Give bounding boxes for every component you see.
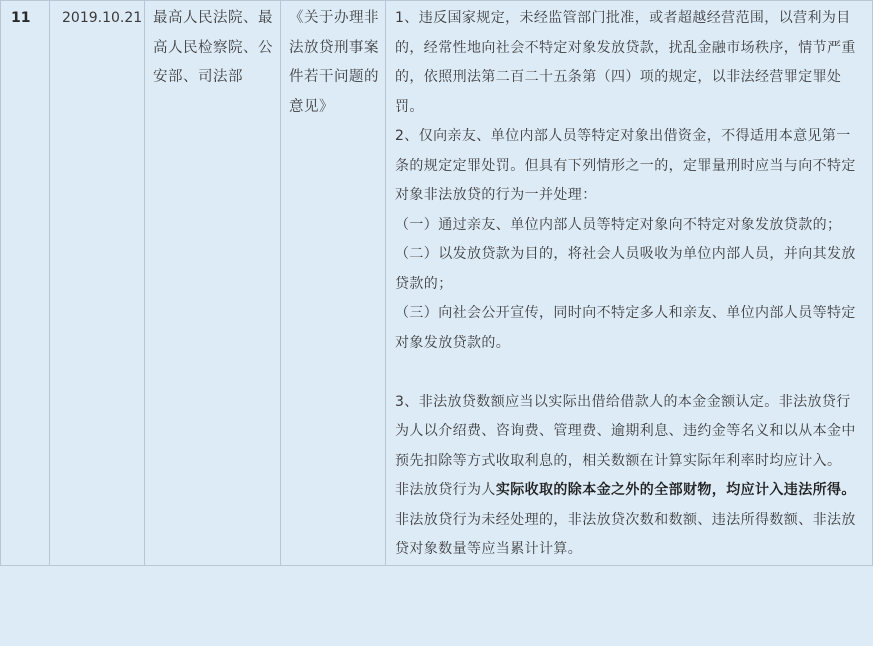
issuer-cell — [145, 1, 281, 566]
content-paragraph-4-emphasis: 实际收取的除本金之外的全部财物，均应计入违法所得。 — [495, 482, 856, 498]
row-number: 11 — [11, 10, 31, 26]
issue-date: 2019.10.21 — [62, 10, 143, 26]
spacer — [395, 358, 864, 388]
document-title: 《关于办理非法放贷刑事案件若干问题的意见》 — [289, 10, 379, 115]
content-item-2: （二）以发放贷款为目的，将社会人员吸收为单位内部人员，并向其发放贷款的； — [395, 246, 856, 292]
content-item-3: （三）向社会公开宣传，同时向不特定多人和亲友、单位内部人员等特定对象发放贷款的。 — [395, 305, 856, 351]
content-paragraph-5: 非法放贷行为未经处理的，非法放贷次数和数额、违法所得数额、非法放贷对象数量等应当累计计算。 — [395, 511, 856, 557]
table-row — [1, 1, 873, 566]
content-paragraph-3: 3、非法放贷数额应当以实际出借给借款人的本金金额认定。非法放贷行为人以介绍费、咨询费、管理费、逾期利息、违约金等名义和以从本金中预先扣除等方式收取利息的，相关数额在计算实际年利率时均应计入。 — [395, 393, 856, 469]
content-item-1: （一）通过亲友、单位内部人员等特定对象向不特定对象发放贷款的； — [395, 216, 842, 233]
content-cell — [386, 1, 873, 566]
content-paragraph-2: 2、仅向亲友、单位内部人员等特定对象出借资金，不得适用本意见第一条的规定定罪处罚。但具有下列情形之一的，定罪量刑时应当与向不特定对象非法放贷的行为一并处理： — [395, 128, 856, 203]
row-number-cell — [1, 1, 50, 566]
issuing-authorities: 最高人民法院、最高人民检察院、公安部、司法部 — [153, 10, 273, 85]
date-cell — [50, 1, 145, 566]
document-cell — [281, 1, 386, 566]
content-paragraph-4 — [395, 476, 864, 506]
content-paragraph-4-prefix: 非法放贷行为人 — [395, 482, 496, 498]
content-paragraph-1: 1、违反国家规定，未经监管部门批准，或者超越经营范围，以营利为目的，经常性地向社会不特定对象发放贷款，扰乱金融市场秩序，情节严重的，依照刑法第二百二十五条第（四）项的规定，以非法经营罪定罪处罚。 — [395, 10, 856, 115]
